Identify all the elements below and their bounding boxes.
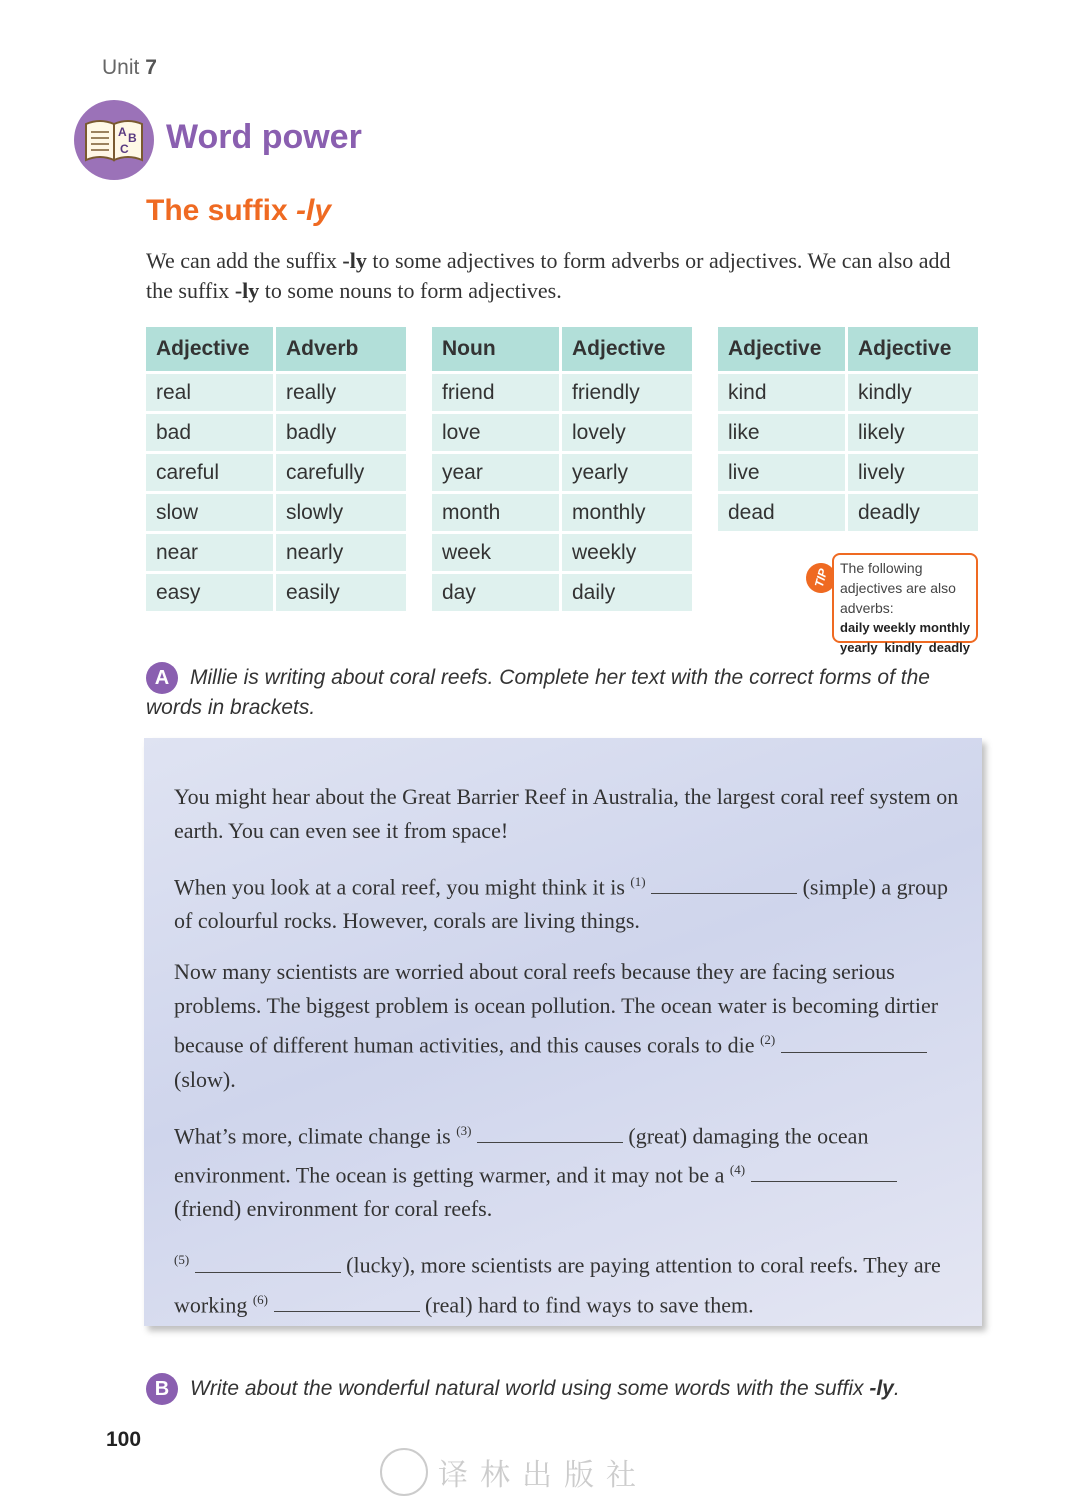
- tip-text: The following adjectives are also adverbs:: [840, 560, 956, 616]
- table-cell: near: [146, 534, 276, 574]
- table-cell: month: [432, 494, 562, 534]
- tip-tag: TIP: [803, 560, 840, 597]
- table-cell: kindly: [848, 374, 978, 414]
- blank-6[interactable]: [274, 1291, 420, 1312]
- table-cell: careful: [146, 454, 276, 494]
- table-cell: dead: [718, 494, 848, 534]
- table-adjective-adverb: [146, 327, 406, 614]
- table-header-row: [718, 327, 978, 374]
- table-cell: badly: [276, 414, 406, 454]
- table-header-cell: Noun: [432, 327, 562, 374]
- table-row: [432, 454, 692, 494]
- exercise-b-badge: B: [146, 1373, 178, 1405]
- table-row: [146, 494, 406, 534]
- tip-box: [832, 553, 978, 655]
- table-header-cell: Adverb: [276, 327, 406, 374]
- table-header-row: [432, 327, 692, 374]
- table-header-cell: Adjective: [562, 327, 692, 374]
- table-cell: real: [146, 374, 276, 414]
- table-cell: weekly: [562, 534, 692, 574]
- table-cell: yearly: [562, 454, 692, 494]
- table-cell: lovely: [562, 414, 692, 454]
- section-title: Word power: [166, 118, 362, 156]
- table-row: [432, 574, 692, 614]
- table-row: [432, 414, 692, 454]
- table-row: [146, 534, 406, 574]
- publisher-watermark: 译林出版社: [380, 1448, 648, 1496]
- table-row: [718, 374, 978, 414]
- blank-3[interactable]: [477, 1122, 623, 1143]
- table-cell: day: [432, 574, 562, 614]
- unit-label: Unit 7: [102, 56, 157, 79]
- table-cell: love: [432, 414, 562, 454]
- table-cell: bad: [146, 414, 276, 454]
- table-header-cell: Adjective: [718, 327, 848, 374]
- table-cell: daily: [562, 574, 692, 614]
- table-row: [432, 534, 692, 574]
- table-cell: year: [432, 454, 562, 494]
- tip-words-row-2: yearly kindly deadly: [840, 640, 970, 655]
- intro-paragraph: We can add the suffix -ly to some adjectives to form adverbs or adjectives. We can also add the suffix -ly to some nouns to form adjectives.: [146, 248, 951, 303]
- table-row: [146, 414, 406, 454]
- logo-letter-a: A: [118, 125, 127, 139]
- table-cell: like: [718, 414, 848, 454]
- logo-letter-b: B: [128, 131, 137, 145]
- table-header-row: [146, 327, 406, 374]
- exercise-a-instruction: Millie is writing about coral reefs. Complete her text with the correct forms of the words in brackets.: [146, 666, 930, 719]
- logo-letter-c: C: [120, 142, 129, 156]
- text-paragraph-2: When you look at a coral reef, you might think it is $^{(1)}$ (simple) a group of colourful rocks. However, corals are living things.: [174, 874, 948, 934]
- table-header-cell: Adjective: [146, 327, 276, 374]
- table-cell: likely: [848, 414, 978, 454]
- table-header-cell: Adjective: [848, 327, 978, 374]
- table-adjective-adjective: [718, 327, 978, 534]
- coral-reef-text: [174, 780, 964, 1339]
- table-row: [718, 414, 978, 454]
- text-paragraph-5: $^{(5)}$ (lucky), more scientists are paying attention to coral reefs. They are working $^{(6)}$ (real) hard to find ways to save them.: [174, 1252, 941, 1317]
- blank-4[interactable]: [751, 1161, 897, 1182]
- table-cell: live: [718, 454, 848, 494]
- exercise-a-badge: A: [146, 662, 178, 694]
- table-cell: slowly: [276, 494, 406, 534]
- blank-1[interactable]: [651, 873, 797, 894]
- table-cell: carefully: [276, 454, 406, 494]
- table-row: [146, 374, 406, 414]
- table-cell: easy: [146, 574, 276, 614]
- publisher-logo-icon: [380, 1448, 428, 1496]
- table-cell: monthly: [562, 494, 692, 534]
- text-paragraph-4: What’s more, climate change is $^{(3)}$ (great) damaging the ocean environment. The ocean is getting warmer, and it may not be a $^{(4)}$ (friend) environment for coral reefs.: [174, 1114, 964, 1227]
- unit-number: 7: [145, 56, 157, 79]
- table-cell: kind: [718, 374, 848, 414]
- blank-5[interactable]: [195, 1252, 341, 1273]
- table-cell: friend: [432, 374, 562, 414]
- table-cell: deadly: [848, 494, 978, 534]
- text-paragraph-1: You might hear about the Great Barrier Reef in Australia, the largest coral reef system on earth. You can even see it from space!: [174, 784, 959, 843]
- table-row: [718, 494, 978, 534]
- page-number: 100: [106, 1428, 142, 1451]
- table-cell: week: [432, 534, 562, 574]
- table-row: [432, 374, 692, 414]
- table-cell: easily: [276, 574, 406, 614]
- table-row: [146, 574, 406, 614]
- table-row: [432, 494, 692, 534]
- exercise-b-instruction: Write about the wonderful natural world using some words with the suffix -ly.: [190, 1377, 900, 1400]
- table-row: [718, 454, 978, 494]
- table-cell: lively: [848, 454, 978, 494]
- table-cell: really: [276, 374, 406, 414]
- book-icon: [74, 100, 154, 180]
- text-paragraph-3: Now many scientists are worried about coral reefs because they are facing serious problems. The biggest problem is ocean pollution. The ocean water is becoming dirtier because of different human activities, and this causes corals to die $^{(2)}$ (slow).: [174, 959, 939, 1092]
- blank-2[interactable]: [781, 1032, 927, 1053]
- tip-words-row-1: daily weekly monthly: [840, 620, 970, 635]
- table-cell: nearly: [276, 534, 406, 574]
- subsection-title: The suffix -ly: [146, 194, 332, 227]
- table-cell: slow: [146, 494, 276, 534]
- table-row: [146, 454, 406, 494]
- table-noun-adjective: [432, 327, 692, 614]
- table-cell: friendly: [562, 374, 692, 414]
